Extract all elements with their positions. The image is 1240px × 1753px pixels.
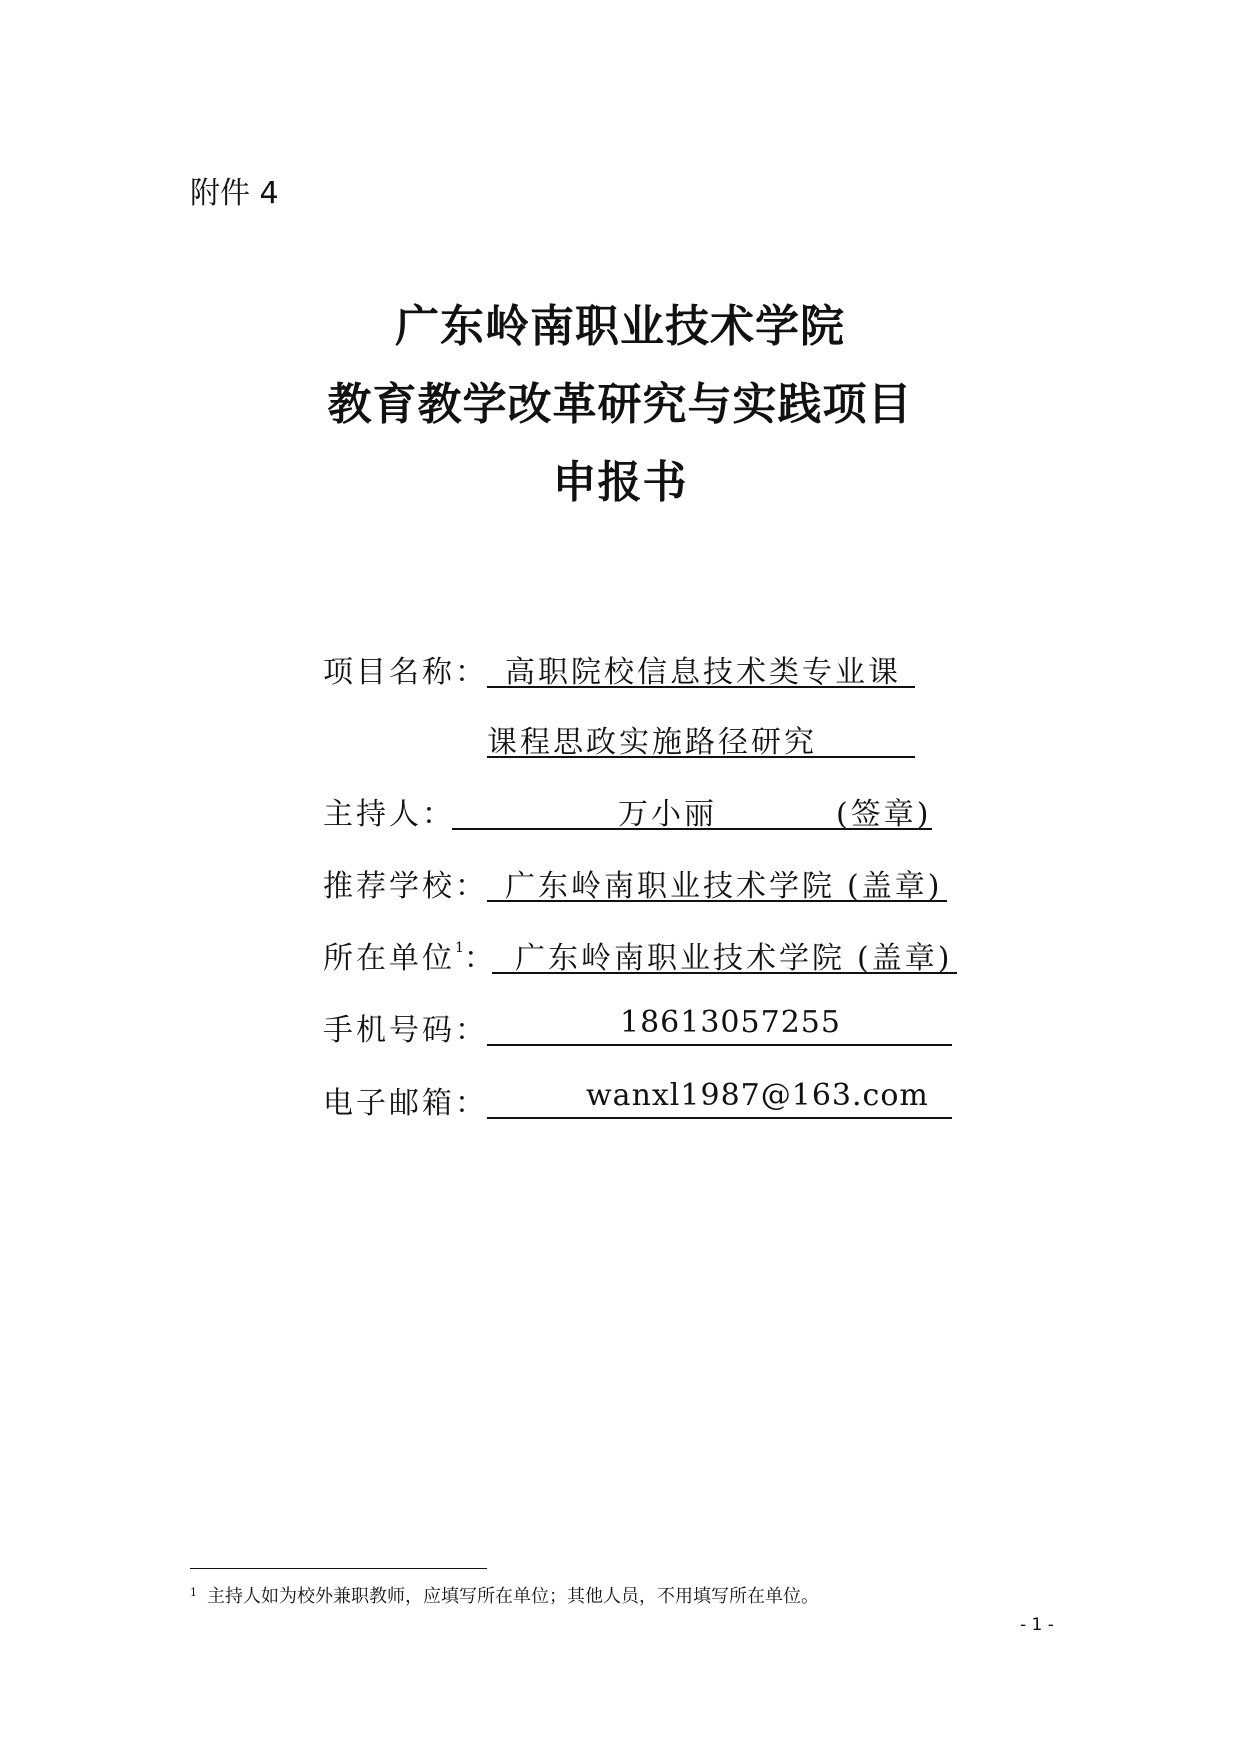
unit-label-colon: ： [463,941,497,976]
footnote-divider [190,1568,487,1569]
phone-label: 手机号码： [323,1013,488,1048]
footnote-text: 主持人如为校外兼职教师，应填写所在单位；其他人员，不用填写所在单位。 [207,1586,819,1607]
page-number: - 1 - [1020,1615,1054,1635]
phone-value: 18613057255 [620,1005,841,1040]
project-name-value-line-2: 课程思政实施路径研究 [487,725,817,760]
document-title-line-1: 广东岭南职业技术学院 [395,301,845,352]
host-label: 主持人： [323,797,455,832]
recommending-school-value: 广东岭南职业技术学院 [505,869,835,904]
unit-seal-note: (盖章) [857,941,953,976]
email-label: 电子邮箱： [323,1086,488,1121]
unit-value: 广东岭南职业技术学院 [515,941,845,976]
host-signature-note: (签章) [836,797,932,832]
unit-label-text: 所在单位 [323,941,455,976]
project-name-label: 项目名称： [323,655,488,690]
email-value: wanxl1987@163.com [586,1078,929,1113]
document-title-line-2: 教育教学改革研究与实践项目 [327,379,913,430]
footnote [190,1582,819,1608]
attachment-label: 附件 4 [190,176,279,211]
unit-footnote-ref: 1 [455,940,464,956]
host-name: 万小丽 [618,797,717,832]
document-title-line-3: 申报书 [552,457,688,508]
recommending-school-label: 推荐学校： [323,869,488,904]
project-name-value-line-1: 高职院校信息技术类专业课 [505,655,901,690]
footnote-marker: 1 [190,1586,197,1599]
recommending-school-seal-note: (盖章) [847,869,943,904]
